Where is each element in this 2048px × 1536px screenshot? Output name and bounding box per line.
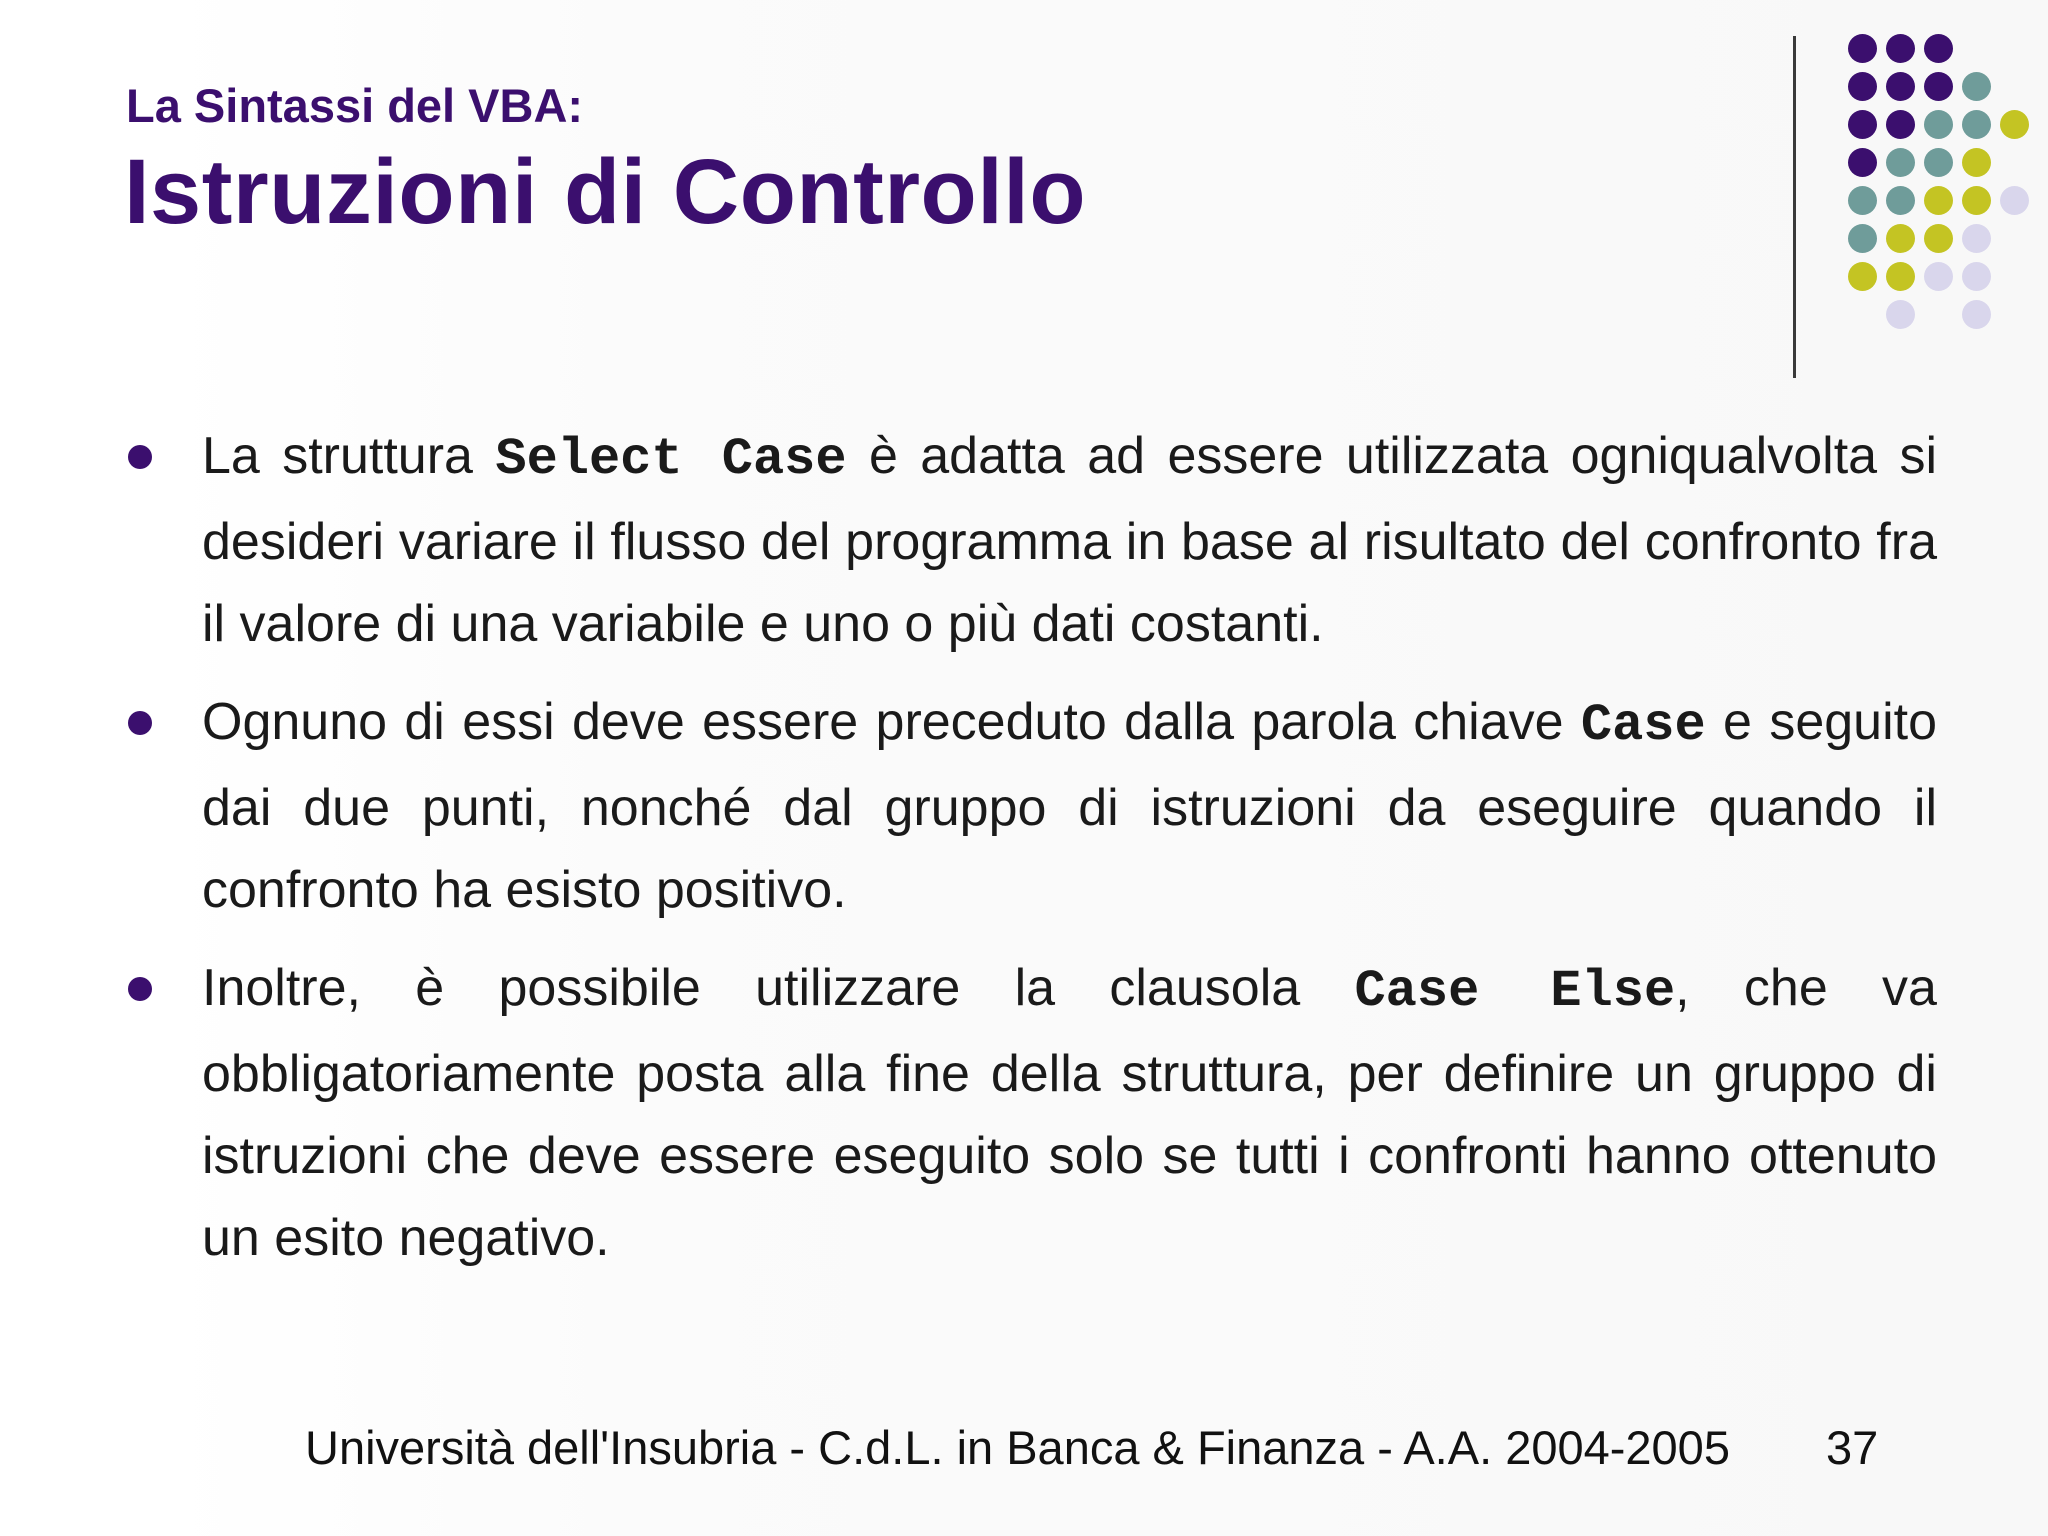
code-keyword: Case xyxy=(1580,696,1706,755)
slide-subtitle: La Sintassi del VBA: xyxy=(126,79,584,132)
decorative-dot-icon xyxy=(1924,110,1953,139)
bullet-text: e seguito dai due punti, nonché dal gruppo di istruzioni da eseguire quando il confronto ha esisto positivo. xyxy=(202,693,1937,919)
bullet-text: Inoltre, è possibile utilizzare la clausola xyxy=(202,959,1355,1017)
decorative-dot-icon xyxy=(1848,110,1877,139)
bullet-item xyxy=(122,681,1937,931)
bullet-list xyxy=(122,415,1937,1295)
decorative-dot-icon xyxy=(1848,34,1877,63)
decorative-dot-icon xyxy=(1886,148,1915,177)
decorative-dot-icon xyxy=(1886,262,1915,291)
decorative-dot-icon xyxy=(1924,148,1953,177)
bullet-text: è adatta ad essere utilizzata ogniqualvolta si desideri variare il flusso del programma in base al risultato del confronto fra il valore di una variabile e uno o più dati costanti. xyxy=(202,427,1938,653)
decorative-dot-icon xyxy=(1848,186,1877,215)
decorative-dot-icon xyxy=(1924,224,1953,253)
decorative-dot-icon xyxy=(1886,300,1915,329)
page-number: 37 xyxy=(1826,1421,1879,1474)
decorative-dot-icon xyxy=(1848,262,1877,291)
decorative-dot-icon xyxy=(1848,72,1877,101)
bullet-dot-icon xyxy=(128,977,152,1001)
bullet-text: , che va obbligatoriamente posta alla fine della struttura, per definire un gruppo di istruzioni che deve essere eseguito solo se tutti i confronti hanno ottenuto un esito negativo. xyxy=(202,959,1937,1267)
decorative-dot-icon xyxy=(1886,224,1915,253)
decorative-dot-icon xyxy=(1962,300,1991,329)
decorative-dot-icon xyxy=(1962,148,1991,177)
decorative-dot-icon xyxy=(1924,34,1953,63)
code-keyword: Select Case xyxy=(495,430,847,489)
code-keyword: Case Else xyxy=(1354,962,1676,1021)
decorative-dot-icon xyxy=(1962,224,1991,253)
decorative-dot-icon xyxy=(1924,72,1953,101)
decorative-dot-icon xyxy=(1962,110,1991,139)
bullet-text: Ognuno di essi deve essere preceduto dalla parola chiave xyxy=(202,693,1581,751)
decorative-dot-icon xyxy=(1886,34,1915,63)
slide-title: Istruzioni di Controllo xyxy=(124,141,1087,243)
decorative-dot-grid xyxy=(0,0,2048,400)
decorative-dot-icon xyxy=(1962,262,1991,291)
bullet-item xyxy=(122,947,1937,1279)
decorative-dot-icon xyxy=(1924,262,1953,291)
decorative-dot-icon xyxy=(1962,186,1991,215)
decorative-dot-icon xyxy=(2000,186,2029,215)
footer-text: Università dell'Insubria - C.d.L. in Banca & Finanza - A.A. 2004-2005 xyxy=(305,1421,1730,1474)
decorative-dot-icon xyxy=(1848,224,1877,253)
decorative-dot-icon xyxy=(2000,110,2029,139)
decorative-dot-icon xyxy=(1848,148,1877,177)
bullet-dot-icon xyxy=(128,445,152,469)
bullet-item xyxy=(122,415,1937,665)
decorative-dot-icon xyxy=(1886,186,1915,215)
bullet-dot-icon xyxy=(128,711,152,735)
decorative-dot-icon xyxy=(1962,72,1991,101)
bullet-text: La struttura xyxy=(202,427,496,485)
decorative-dot-icon xyxy=(1886,110,1915,139)
decorative-dot-icon xyxy=(1924,186,1953,215)
decorative-dot-icon xyxy=(1886,72,1915,101)
